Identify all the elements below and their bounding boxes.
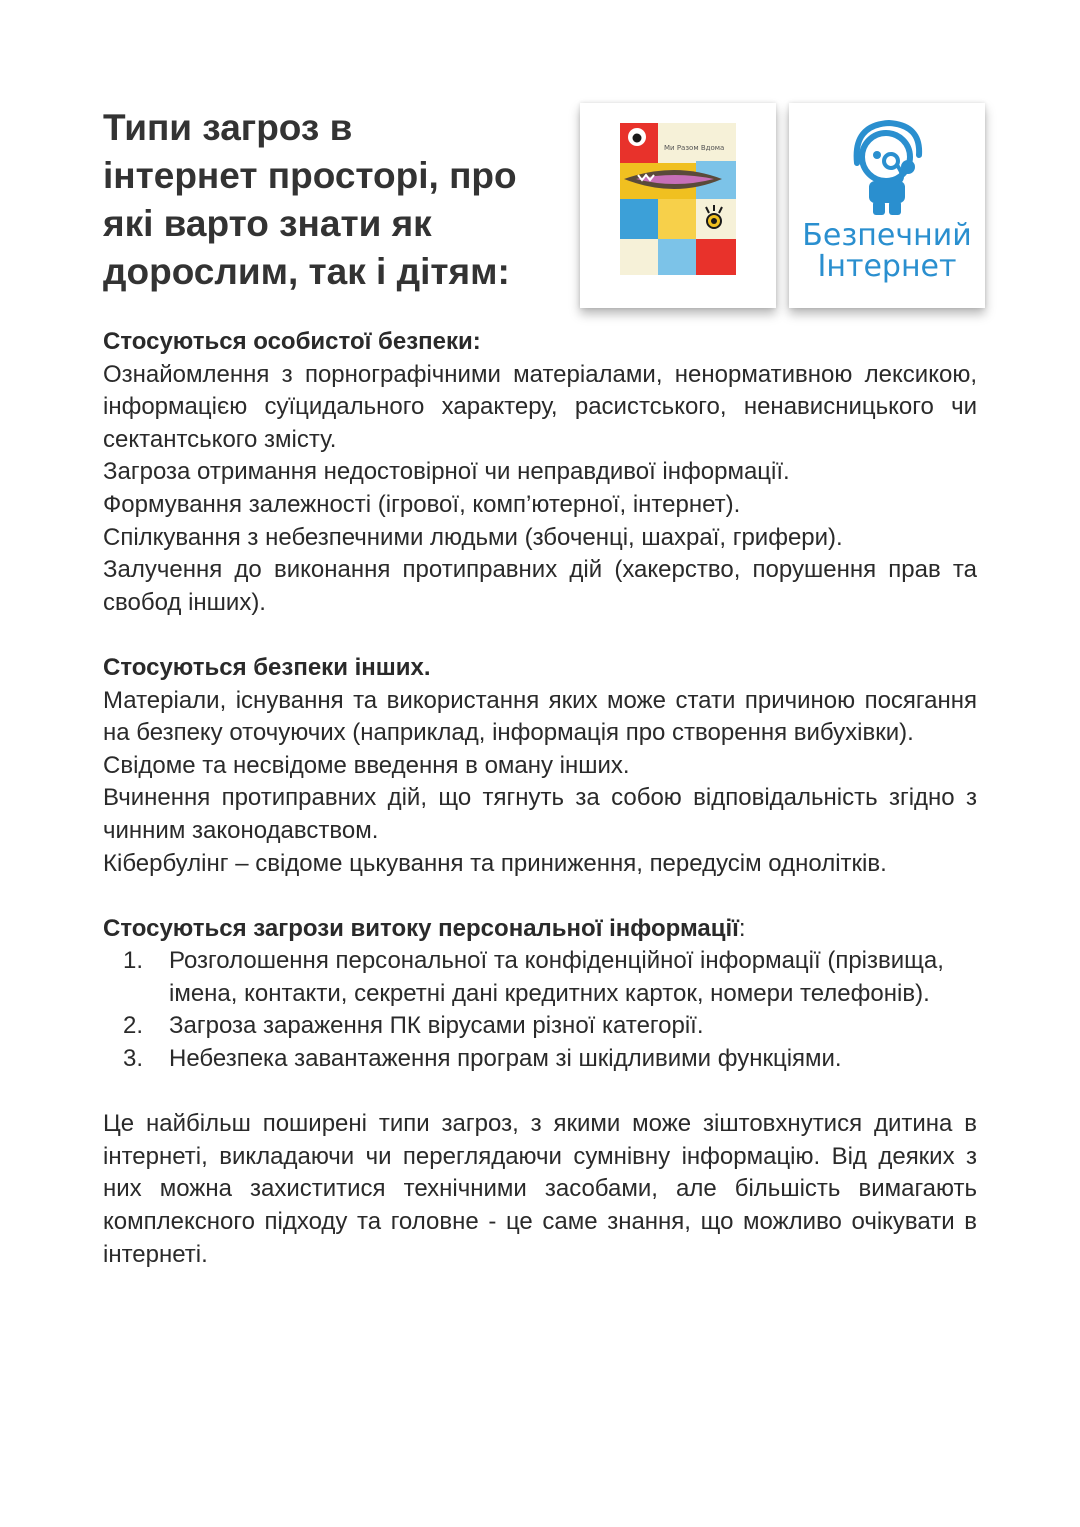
spacer bbox=[103, 880, 977, 913]
paragraph: Свідоме та несвідоме введення в оману інших. bbox=[103, 751, 630, 779]
my-razom-vdoma-logo bbox=[580, 103, 776, 308]
spacer bbox=[103, 1076, 977, 1109]
paragraph: Спілкування з небезпечними людьми (збоченці, шахраї, грифери). bbox=[103, 523, 843, 551]
bezpechnyi-internet-logo bbox=[789, 103, 985, 308]
document-body bbox=[103, 326, 977, 1271]
paragraph: Формування залежності (ігрової, комп’ютерної, інтернет). bbox=[103, 490, 741, 518]
paragraph: Кібербулінг – свідоме цькування та приниження, передусім однолітків. bbox=[103, 849, 887, 877]
section-heading-text: Стосуються загрози витоку персональної інформації bbox=[103, 914, 739, 942]
paragraph: Ознайомлення з порнографічними матеріалами, ненормативною лексикою, інформацією суїцидального характеру, расистського, ненависницького чи сектантського змісту. bbox=[103, 360, 977, 453]
list-number: 3. bbox=[123, 1045, 144, 1073]
section-heading: Стосуються безпеки інших. bbox=[103, 653, 431, 681]
list-item-text: Загроза зараження ПК вірусами різної категорії. bbox=[169, 1012, 704, 1040]
spacer bbox=[103, 619, 977, 652]
list-item bbox=[123, 945, 977, 1010]
conclusion-paragraph: Це найбільш поширені типи загроз, з якими може зіштовхнутися дитина в інтернеті, викладаючи чи переглядаючи сумнівну інформацію. Від деяких з них можна захиститися технічними засобами, але більшість вимагають комплексного підходу та головне - це саме знання, що можливо очікувати в інтернеті. bbox=[103, 1110, 977, 1268]
title-line: які варто знати як bbox=[103, 203, 432, 244]
paragraph: Вчинення протиправних дій, що тягнуть за собою відповідальність згідно з чинним законодавством. bbox=[103, 784, 977, 844]
section-heading: Стосуються особистої безпеки: bbox=[103, 328, 481, 355]
colorful-squares-monster-icon bbox=[580, 103, 776, 308]
paragraph: Матеріали, існування та використання яких може стати причиною посягання на безпеку оточуючих (наприклад, інформація про створення вибухівки). bbox=[103, 686, 977, 747]
list-item-text: Небезпека завантаження програм зі шкідливими функціями. bbox=[169, 1045, 842, 1073]
title-line: Типи загроз в bbox=[103, 107, 353, 148]
list-item-text: Розголошення персональної та конфіденційної інформації (прізвища, імена, контакти, секретні дані кредитних карток, номери телефонів). bbox=[169, 947, 944, 1007]
heading-colon: : bbox=[738, 914, 746, 942]
section-heading bbox=[103, 913, 977, 946]
logo-caption: Ми Разом Вдома bbox=[664, 144, 725, 152]
logo-title-line1: Безпечний bbox=[802, 218, 972, 253]
numbered-list bbox=[103, 945, 977, 1075]
paragraph: Загроза отримання недостовірної чи неправдивої інформації. bbox=[103, 458, 790, 486]
title-line: дорослим, так і дітям: bbox=[103, 251, 510, 292]
list-item bbox=[123, 1010, 977, 1043]
list-item bbox=[123, 1043, 977, 1076]
page-title bbox=[103, 104, 573, 296]
logo-title-line2: Інтернет bbox=[817, 249, 957, 284]
title-line: інтернет просторі, про bbox=[103, 155, 517, 196]
list-number: 2. bbox=[123, 1012, 144, 1040]
list-number: 1. bbox=[123, 947, 144, 975]
paragraph: Залучення до виконання протиправних дій (хакерство, порушення прав та свобод інших). bbox=[103, 556, 977, 616]
